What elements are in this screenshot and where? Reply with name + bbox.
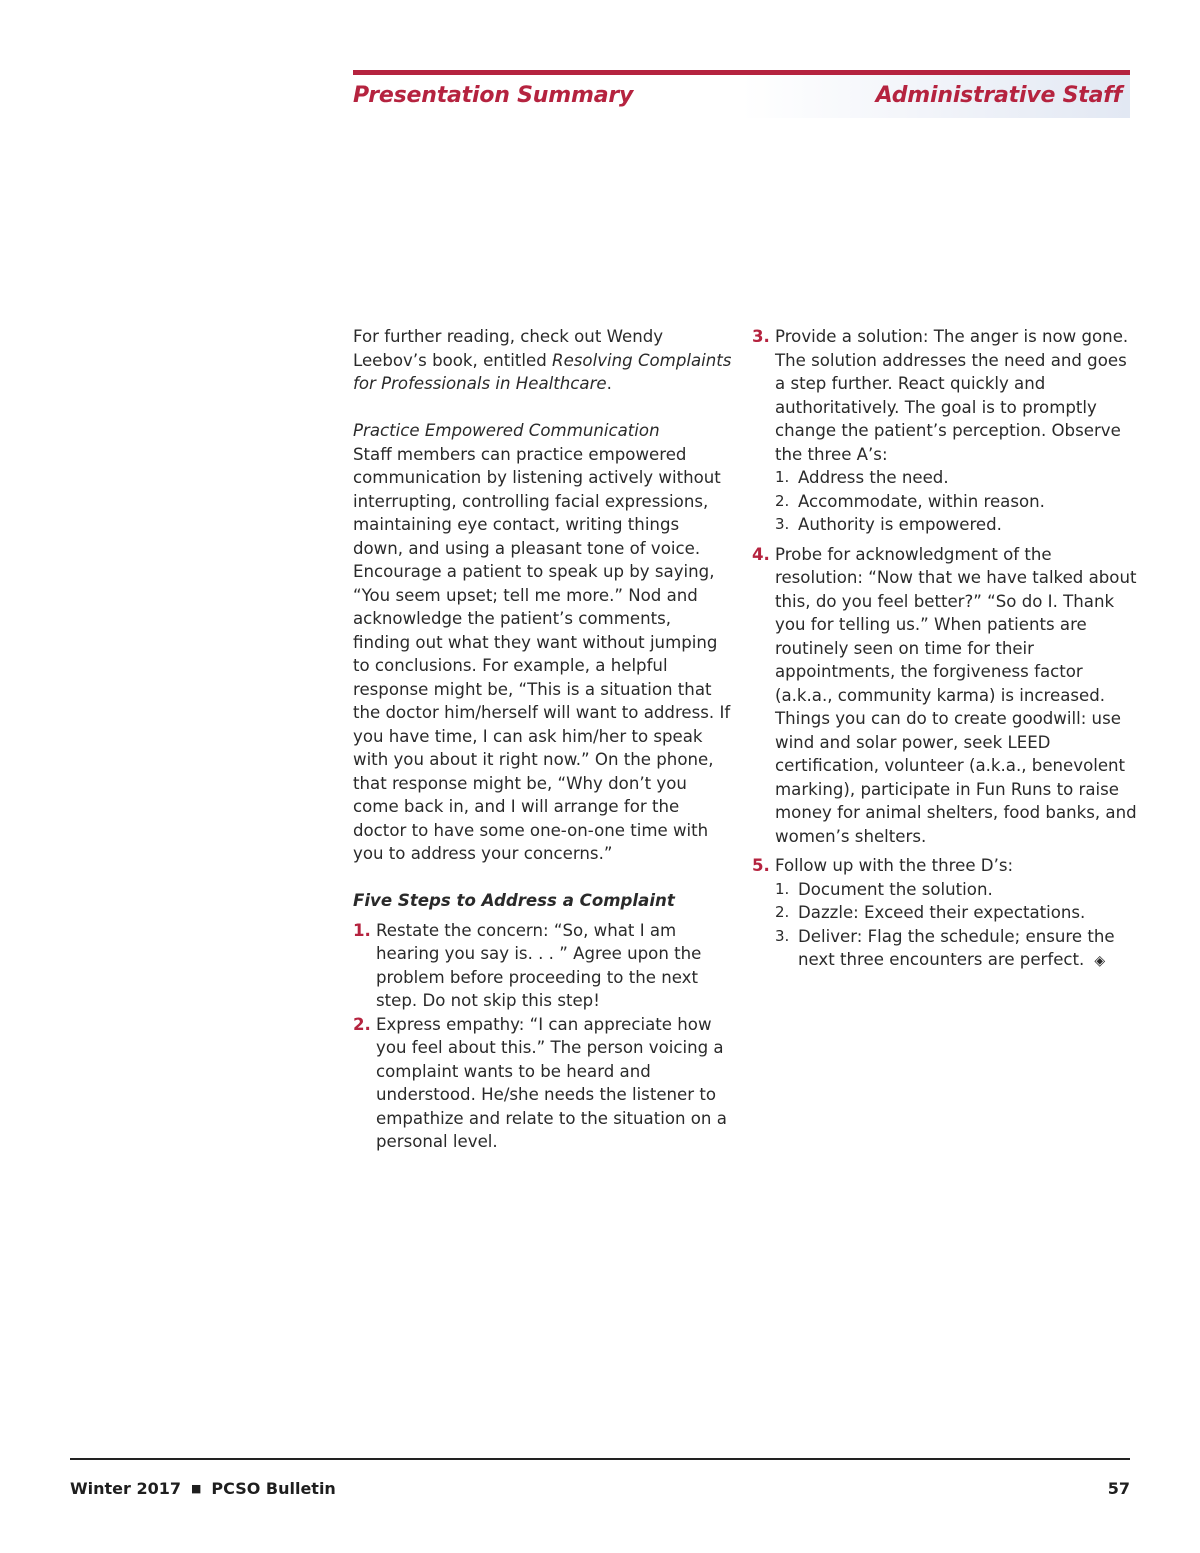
footer-publication: PCSO Bulletin bbox=[211, 1479, 336, 1498]
intro-period: . bbox=[606, 374, 612, 393]
sub-number: 3. bbox=[775, 515, 790, 533]
step-text: Express empathy: “I can appreciate how you feel about this.” The person voicing a complaint wants to be heard and understood. He/she needs the listener to empathize and relate to the situation on a personal level. bbox=[376, 1014, 727, 1151]
sub-number: 2. bbox=[775, 903, 790, 921]
step-item bbox=[752, 543, 1142, 849]
sub-text: Address the need. bbox=[798, 468, 949, 487]
step-item bbox=[353, 1013, 733, 1154]
sub-number: 3. bbox=[775, 926, 790, 945]
sub-number: 1. bbox=[775, 468, 790, 486]
three-ds-list bbox=[775, 878, 1142, 974]
sub-number: 1. bbox=[775, 879, 790, 898]
sub-number: 2. bbox=[775, 491, 790, 510]
sub-list-item bbox=[775, 466, 1142, 490]
sub-text: Document the solution. bbox=[798, 879, 993, 899]
step-number: 5. bbox=[752, 856, 770, 875]
step-text: Follow up with the three D’s: bbox=[775, 856, 1014, 875]
running-header bbox=[353, 70, 1130, 118]
section-heading-five-steps: Five Steps to Address a Complaint bbox=[353, 891, 675, 910]
step-number: 1. bbox=[353, 920, 371, 940]
sub-list-item bbox=[775, 901, 1142, 925]
step-item bbox=[752, 325, 1142, 537]
step-number: 3. bbox=[752, 327, 770, 346]
header-audience-title: Administrative Staff bbox=[875, 83, 1122, 108]
footer-issue-date: Winter 2017 bbox=[70, 1479, 182, 1498]
three-as-list bbox=[775, 466, 1142, 537]
footer-rule bbox=[70, 1458, 1130, 1460]
book-title: Resolving Complaints for Professionals in Healthcare bbox=[353, 350, 732, 393]
step-text: Probe for acknowledgment of the resolution: “Now that we have talked about this, do you feel better?” “So do I. Thank you for telling us.” When patients are routinely seen on time for their appointments, the forgiveness factor (a.k.a., community karma) is increased. Things you can do to create goodwill: use wind and solar power, seek LEED certification, volunteer (a.k.a., benevolent marking), participate in Fun Runs to raise money for animal shelters, food banks, and women’s shelters. bbox=[775, 544, 1137, 846]
sub-text: Authority is empowered. bbox=[798, 515, 1002, 534]
step-text: Provide a solution: The anger is now gone. The solution addresses the need and goes a step further. React quickly and authoritatively. The goal is to promptly change the patient’s perception. Observe the three A’s: bbox=[775, 327, 1129, 464]
sub-list-item bbox=[775, 925, 1142, 974]
sub-text: Accommodate, within reason. bbox=[798, 491, 1045, 511]
empowered-communication-body: Staff members can practice empowered communication by listening actively without interrupting, controlling facial expressions, maintaining eye contact, writing things down, and using a pleasant tone of voice. Encourage a patient to speak up by saying, “You seem upset; tell me more.” Nod and acknowledge the patient’s comments, finding out what they want without jumping to conclusions. For example, a helpful response might be, “This is a situation that the doctor him/herself will want to address. If you have time, I can ask him/her to speak with you about it right now.” On the phone, that response might be, “Why don’t you come back in, and I will arrange for the doctor to have some one-on-one time with you to address your concerns.” bbox=[353, 444, 731, 863]
step-text: Restate the concern: “So, what I am hearing you say is. . . ” Agree upon the problem before proceeding to the next step. Do not skip this step! bbox=[376, 920, 702, 1010]
intro-paragraph bbox=[353, 325, 733, 396]
step-number: 2. bbox=[353, 1014, 371, 1034]
sub-list-item bbox=[775, 878, 1142, 902]
footer-separator-icon: ■ bbox=[191, 1482, 202, 1495]
step-item bbox=[752, 854, 1142, 974]
intro-text: For further reading, check out Wendy Leebov’s book, entitled bbox=[353, 327, 664, 370]
footer-issue bbox=[70, 1479, 336, 1498]
sub-list-item bbox=[775, 513, 1142, 537]
step-number: 4. bbox=[752, 544, 770, 564]
sub-text: Dazzle: Exceed their expectations. bbox=[798, 903, 1086, 922]
end-of-article-icon: ◈ bbox=[1094, 953, 1106, 969]
sub-text: Deliver: Flag the schedule; ensure the next three encounters are perfect. bbox=[798, 926, 1115, 969]
left-column bbox=[353, 325, 733, 1154]
step-item bbox=[353, 919, 733, 1013]
right-column bbox=[752, 325, 1142, 974]
section-heading-empowered-communication: Practice Empowered Communication bbox=[353, 421, 660, 440]
page-number: 57 bbox=[1107, 1479, 1130, 1498]
sub-list-item bbox=[775, 490, 1142, 514]
header-section-title: Presentation Summary bbox=[353, 83, 634, 108]
